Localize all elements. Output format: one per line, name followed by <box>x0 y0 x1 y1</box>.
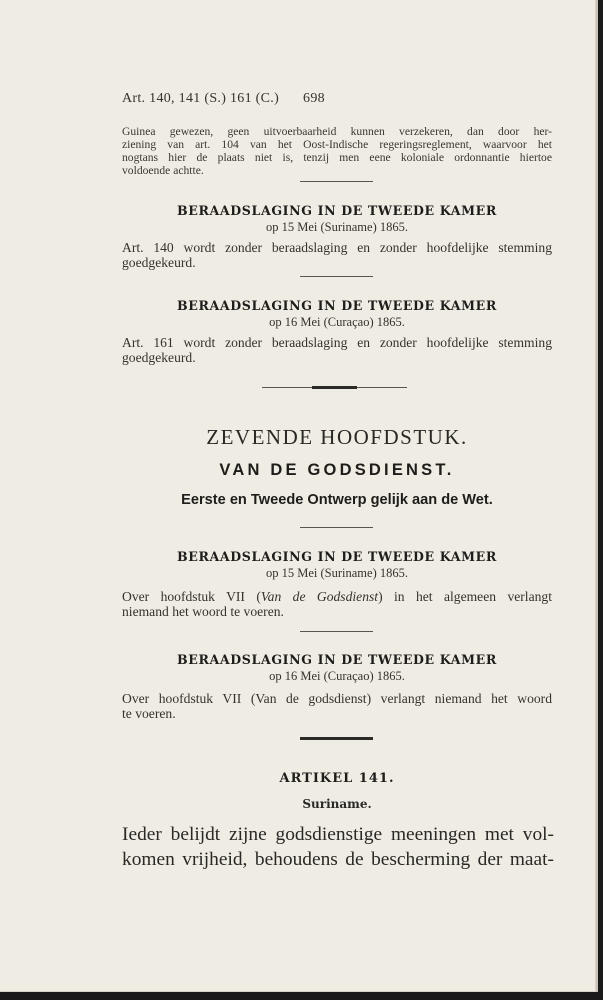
paragraph-text: ) in het algemeen verlangt <box>378 589 552 604</box>
paragraph-line: niemand het woord te voeren. <box>122 604 284 619</box>
section-heading: BERAADSLAGING IN DE TWEEDE KAMER <box>177 652 497 667</box>
bold-divider <box>300 737 373 740</box>
section-paragraph <box>122 691 552 721</box>
chapter-subtitle: VAN DE GODSDIENST. <box>219 461 455 479</box>
article-text <box>122 822 554 872</box>
paragraph-text: Over hoofdstuk VII ( <box>122 589 261 604</box>
intro-line: voldoende achtte. <box>122 164 204 177</box>
paragraph-line <box>122 589 552 604</box>
italic-title: Van de Godsdienst <box>260 589 379 604</box>
section-date: op 16 Mei (Curaçao) 1865. <box>269 669 405 683</box>
section-date: op 15 Mei (Suriname) 1865. <box>266 566 408 580</box>
intro-line: ziening van art. 104 van het Oost-Indische regeringsreglement, waarvoor het <box>122 138 552 151</box>
intro-line: Guinea gewezen, geen uitvoerbaarheid kunnen verzekeren, dan door her- <box>122 125 552 138</box>
section-paragraph <box>122 589 552 619</box>
header-articles: Art. 140, 141 (S.) 161 (C.) <box>122 91 280 106</box>
divider <box>300 631 373 632</box>
divider <box>300 276 373 277</box>
paragraph-line: te voeren. <box>122 706 176 721</box>
section-date: op 15 Mei (Suriname) 1865. <box>266 220 408 234</box>
section-paragraph <box>122 240 552 270</box>
article-title: ARTIKEL 141. <box>279 771 395 786</box>
running-header <box>122 91 325 107</box>
section-heading: BERAADSLAGING IN DE TWEEDE KAMER <box>177 549 497 564</box>
section-date: op 16 Mei (Curaçao) 1865. <box>269 315 405 329</box>
divider <box>300 527 373 528</box>
paragraph-line: Over hoofdstuk VII (Van de godsdienst) verlangt niemand het woord <box>122 691 552 706</box>
article-line: komen vrijheid, behoudens de bescherming der maat- <box>122 849 554 870</box>
article-line: Ieder belijdt zijne godsdienstige meeningen met vol- <box>122 824 554 845</box>
intro-line: nogtans hier de plaats niet is, tenzij men eene koloniale ordonnantie hiertoe <box>122 151 552 164</box>
chapter-title: ZEVENDE HOOFDSTUK. <box>206 425 468 449</box>
section-paragraph <box>122 335 552 365</box>
section-heading: BERAADSLAGING IN DE TWEEDE KAMER <box>177 298 497 313</box>
article-subtitle: Suriname. <box>302 797 372 811</box>
paragraph-line: Art. 161 wordt zonder beraadslaging en zonder hoofdelijke stemming <box>122 335 552 350</box>
draft-note: Eerste en Tweede Ontwerp gelijk aan de Wet. <box>181 492 493 508</box>
ornamental-divider-center <box>312 386 357 389</box>
divider <box>300 181 373 182</box>
paragraph-line: goedgekeurd. <box>122 255 196 270</box>
intro-paragraph <box>122 125 552 177</box>
paragraph-line: Art. 140 wordt zonder beraadslaging en zonder hoofdelijke stemming <box>122 240 552 255</box>
paragraph-line: goedgekeurd. <box>122 350 196 365</box>
section-heading: BERAADSLAGING IN DE TWEEDE KAMER <box>177 203 497 218</box>
page-number: 698 <box>303 91 325 106</box>
